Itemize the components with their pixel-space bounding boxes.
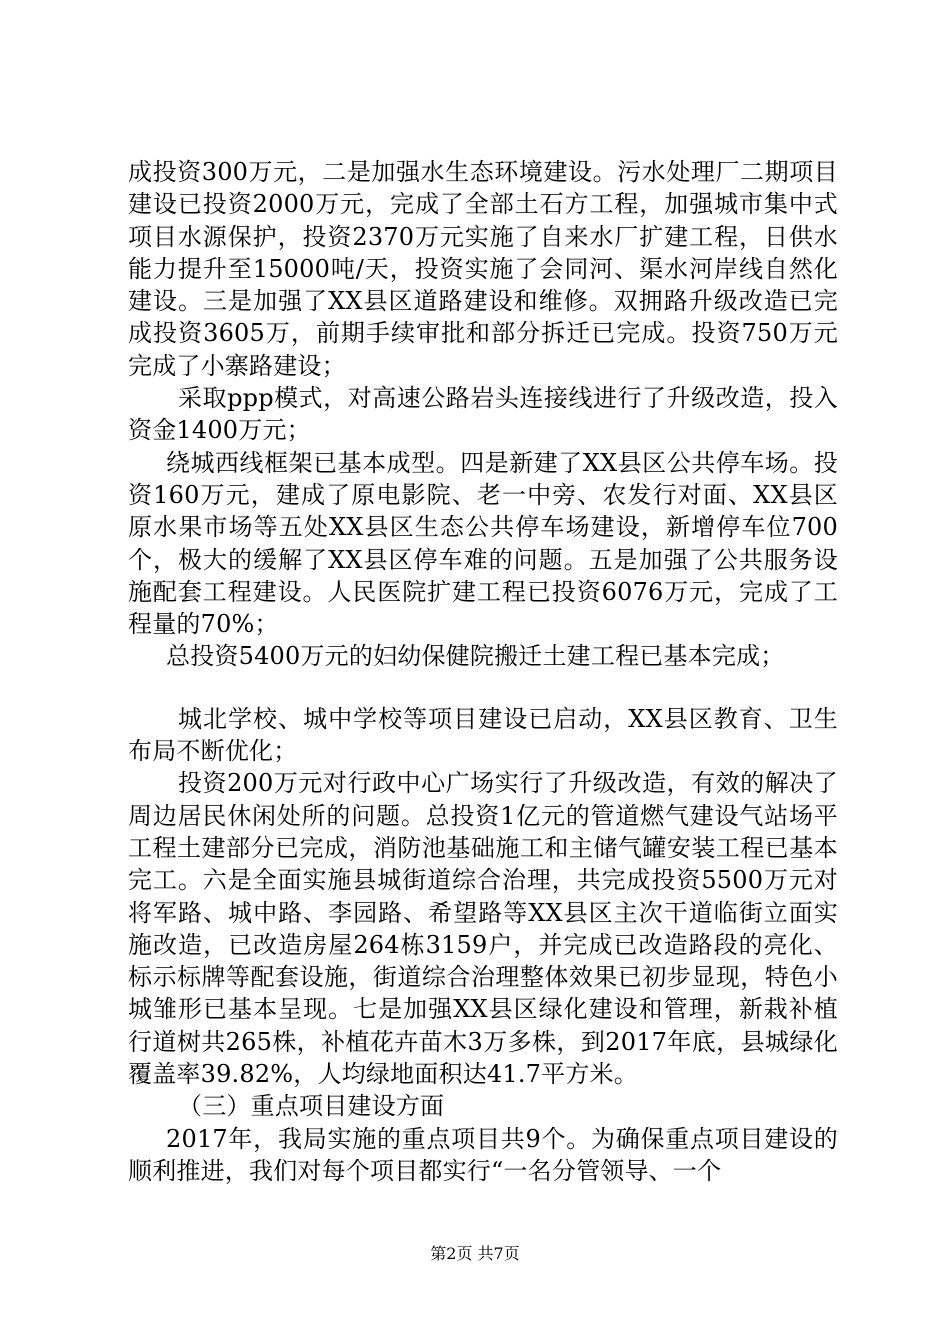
document-body <box>128 156 838 1187</box>
paragraph: 总投资5400万元的妇幼保健院搬迁土建工程已基本完成； <box>166 642 785 671</box>
paragraph: 投资200万元对行政中心广场实行了升级改造，有效的解决了周边居民休闲处所的问题。总投资1亿元的管道燃气建设气站场平工程土建部分已完成，消防池基础施工和主储气罐安装工程已基本完工。六是全面实施县城街道综合治理，共完成投资5500万元对将军路、城中路、李园路、希望路等XX县区主次干道临街立面实施改造，已改造房屋264栋3159户，并完成已改造路段的亮化、标示标牌等配套设施，街道综合治理整体效果已初步显现，特色小城雏形已基本呈现。七是加强XX县区绿化建设和管理，新栽补植行道树共265株，补植花卉苗木3万多株，到2017年底，县城绿化覆盖率39.82%，人均绿地面积达41.7平方米。 <box>128 769 838 1089</box>
paragraph: 成投资300万元，二是加强水生态环境建设。污水处理厂二期项目建设已投资2000万元，完成了全部土石方工程，加强城市集中式项目水源保护，投资2370万元实施了自来水厂扩建工程，日供水能力提升至15000吨/天，投资实施了会同河、渠水河岸线自然化建设。三是加强了XX县区道路建设和维修。双拥路升级改造已完成投资3605万，前期手续审批和部分拆迁已完成。投资750万元完成了小寨路建设； <box>128 158 838 380</box>
section-heading: （三）重点项目建设方面 <box>178 1092 445 1121</box>
blank-line <box>128 673 838 703</box>
paragraph: 采取ppp模式，对高速公路岩头连接线进行了升级改造，投入资金1400万元； <box>128 384 838 445</box>
paragraph: 2017年，我局实施的重点项目共9个。为确保重点项目建设的顺利推进，我们对每个项目都实行“一名分管领导、一个 <box>128 1124 838 1185</box>
paragraph: 城北学校、城中学校等项目建设已启动，XX县区教育、卫生布局不断优化； <box>128 704 838 766</box>
paragraph: 绕城西线框架已基本成型。四是新建了XX县区公共停车场。投资160万元，建成了原电影院、老一中旁、农发行对面、XX县区原水果市场等五处XX县区生态公共停车场建设，新增停车位700个，极大的缓解了XX县区停车难的问题。五是加强了公共服务设施配套工程建设。人民医院扩建工程已投资6076万元，完成了工程量的70%； <box>128 448 838 639</box>
page-number: 第2页 共7页 <box>430 1244 520 1263</box>
